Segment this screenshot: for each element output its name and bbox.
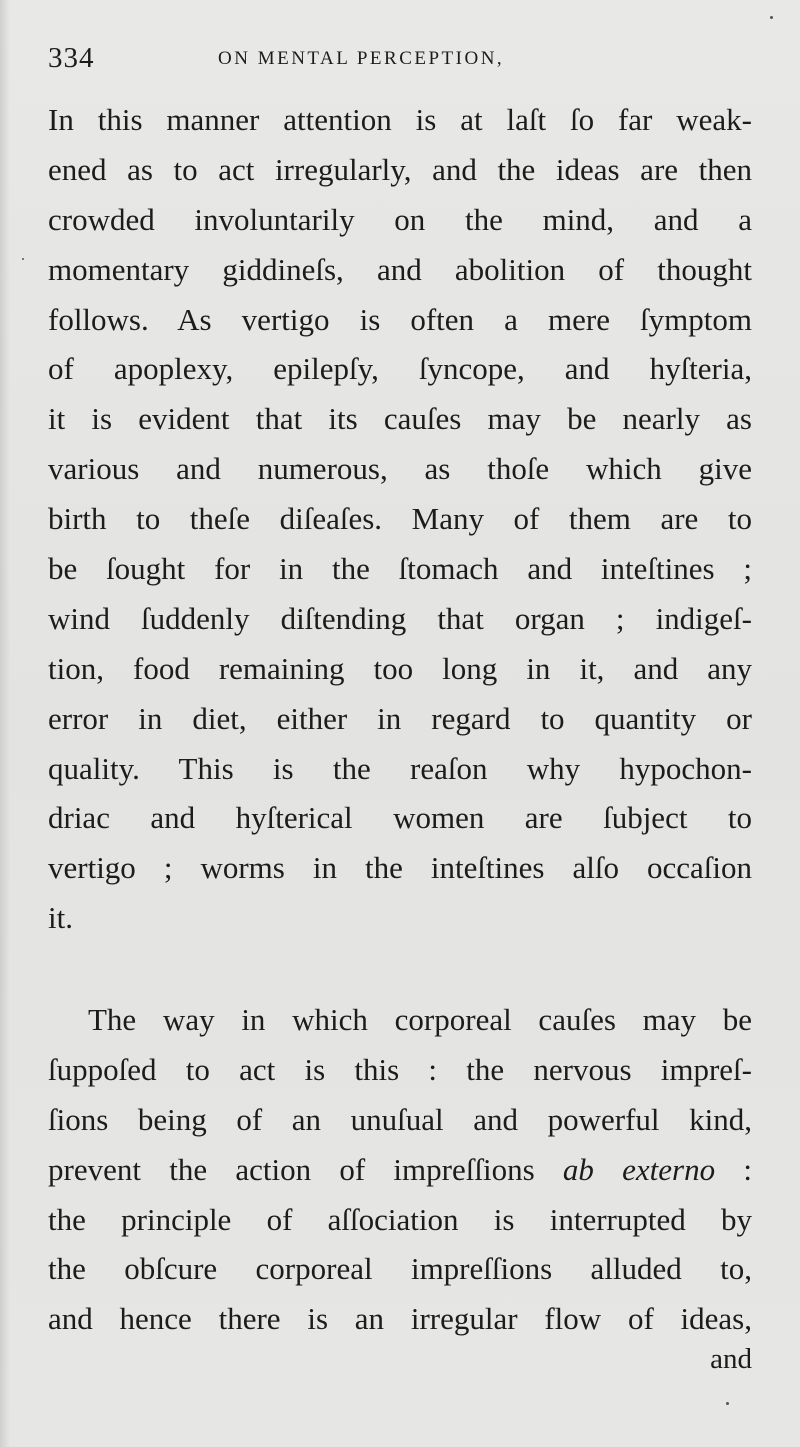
paper-speck <box>22 258 24 260</box>
text-line: of apoplexy, epilepſy, ſyncope, and hyſteria, <box>48 351 752 387</box>
text-line: the obſcure corporeal impreſſions alluded to, <box>48 1251 752 1287</box>
text-line: error in diet, either in regard to quantity or <box>48 700 752 736</box>
text-line: various and numerous, as thoſe which give <box>48 451 752 487</box>
text-line: vertigo ; worms in the inteſtines alſo occaſion <box>48 850 752 886</box>
text-line: wind ſuddenly diſtending that organ ; indigeſ- <box>48 600 752 636</box>
text-line: crowded involuntarily on the mind, and a <box>48 201 752 237</box>
catchword: and <box>710 1343 752 1375</box>
text-segment: prevent the action of impreſſions <box>48 1151 535 1187</box>
punctuation: : <box>715 1151 752 1187</box>
running-head: ON MENTAL PERCEPTION, <box>218 48 505 69</box>
text-line: ened as to act irregularly, and the ideas are then <box>48 151 752 187</box>
paragraph-1 <box>48 95 752 943</box>
text-line: driac and hyſterical women are ſubject to <box>48 800 752 836</box>
text-line: it is evident that its cauſes may be nearly as <box>48 401 752 437</box>
page-number: 334 <box>48 42 95 74</box>
text-line: momentary giddineſs, and abolition of thought <box>48 251 752 287</box>
text-line: quality. This is the reaſon why hypochon- <box>48 750 752 786</box>
paragraph-2 <box>48 995 752 1344</box>
text-line: ſuppoſed to act is this : the nervous impreſ- <box>48 1051 752 1087</box>
text-line: be ſought for in the ſtomach and inteſtines ; <box>48 551 752 587</box>
text-line: the principle of aſſociation is interrupted by <box>48 1201 752 1237</box>
text-line: The way in which corporeal cauſes may be <box>88 1002 752 1037</box>
text-line: it. <box>48 900 73 936</box>
text-line: tion, food remaining too long in it, and any <box>48 650 752 686</box>
text-line: ſions being of an unuſual and powerful kind, <box>48 1101 752 1137</box>
text-line: In this manner attention is at laſt ſo far weak- <box>48 102 752 137</box>
paper-speck <box>726 1402 729 1405</box>
paper-speck <box>770 16 773 19</box>
italic-phrase: ab externo <box>562 1151 716 1187</box>
text-line: birth to theſe diſeaſes. Many of them are to <box>48 501 752 537</box>
text-line-with-italic <box>48 1145 752 1195</box>
page-header <box>48 40 752 80</box>
text-line: and hence there is an irregular flow of ideas, <box>48 1301 752 1337</box>
text-line: follows. As vertigo is often a mere ſymptom <box>48 301 752 337</box>
